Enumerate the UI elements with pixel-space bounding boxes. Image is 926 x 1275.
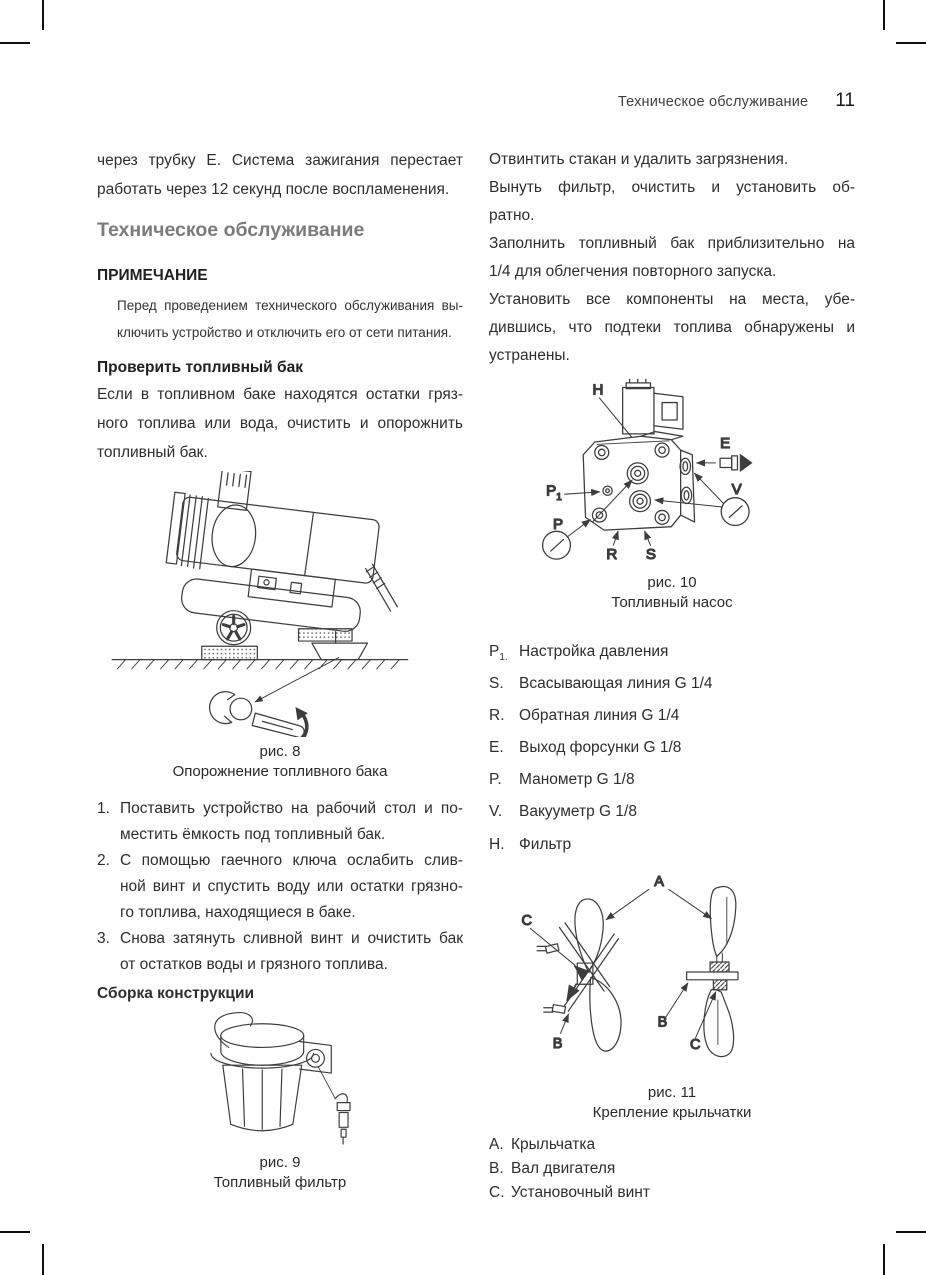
crop-mark <box>883 0 885 30</box>
vent-grille <box>299 629 353 641</box>
legend-label: Установочный винт <box>511 1183 650 1201</box>
text-line: работать через 12 секунд после воспламенения. <box>97 181 450 198</box>
legend-key: A. <box>489 1135 504 1153</box>
crop-mark <box>42 0 44 30</box>
step-number: 1. <box>97 800 110 817</box>
legend-item <box>489 1157 855 1181</box>
impeller-mark-b2: B <box>657 1014 668 1031</box>
figure-9-caption <box>97 1153 463 1193</box>
leader-line <box>255 658 338 702</box>
figure-9 <box>97 1008 463 1193</box>
list-item <box>97 926 463 978</box>
text-line: от остатков воды и грязного топлива. <box>120 956 388 973</box>
text-line: Перед проведением технического обслуживания вы- <box>117 298 463 313</box>
legend-label: Обратная линия G 1/4 <box>519 707 680 725</box>
text-line: Если в топливном баке находятся остатки гряз- <box>97 386 463 403</box>
pump-mark-r: R <box>606 546 618 564</box>
legend-label: Вал двигателя <box>511 1159 616 1177</box>
step-number: 2. <box>97 852 110 869</box>
header-section-title: Техническое обслуживание <box>617 94 809 110</box>
figure-8-heater-illustration <box>105 471 455 737</box>
crop-mark <box>896 1231 926 1233</box>
legend-key: E. <box>489 739 504 757</box>
legend-item <box>489 703 855 735</box>
legend-item <box>489 735 855 767</box>
right-column <box>489 146 855 1205</box>
legend-label: Всасывающая линия G 1/4 <box>519 675 713 693</box>
list-item <box>97 848 463 926</box>
figure-label: рис. 10 <box>647 574 697 591</box>
figure-title: Топливный насос <box>611 594 733 611</box>
fan-side-view <box>687 886 738 1056</box>
running-header <box>489 90 855 112</box>
filter-lid <box>221 1024 304 1048</box>
legend-label: Выход форсунки G 1/8 <box>519 739 682 757</box>
figure-title: Крепление крыльчатки <box>592 1103 752 1121</box>
legend-label: Крыльчатка <box>511 1135 596 1153</box>
text-line: Установить все компоненты на места, убе- <box>489 291 855 308</box>
legend-key: V. <box>489 803 503 821</box>
list-item <box>97 796 463 848</box>
figure-11-impeller-illustration <box>519 866 765 1078</box>
legend-key: $P_{1.}$ <box>489 643 508 664</box>
text-line: Заполнить топливный бак приблизительно на <box>489 235 855 252</box>
text-line: через трубку Е. Система зажигания перестает <box>97 152 463 169</box>
legend-item <box>489 799 855 831</box>
outlet-elbow <box>335 1094 347 1102</box>
legend-item <box>489 639 855 671</box>
pump-mark-p: P <box>553 516 564 533</box>
legend-item <box>489 1133 855 1157</box>
legend-key: C. <box>489 1183 505 1201</box>
check-tank-paragraph <box>97 380 463 467</box>
text-line: ратно. <box>489 207 535 224</box>
text-line: местить ёмкость под топливный бак. <box>120 826 386 843</box>
figure-8-caption <box>97 742 463 782</box>
crop-mark <box>42 1244 44 1275</box>
crop-mark <box>0 1231 30 1233</box>
solenoid-connector <box>654 393 683 429</box>
figure-8 <box>97 471 463 782</box>
text-line: Поставить устройство на рабочий стол и по- <box>120 800 463 817</box>
left-column <box>97 146 463 1193</box>
solenoid <box>623 387 654 433</box>
section-heading: Техническое обслуживание <box>97 219 365 241</box>
impeller-mark-c: C <box>521 912 532 929</box>
note-heading: ПРИМЕЧАНИЕ <box>97 267 208 284</box>
legend-label: Фильтр <box>519 835 572 853</box>
wrench <box>210 692 305 737</box>
text-line: го топлива, находящиеся в баке. <box>120 904 356 921</box>
impeller-legend <box>489 1133 855 1205</box>
figure-title: Опорожнение топливного бака <box>172 763 388 780</box>
body-paragraph <box>489 146 855 174</box>
legend-label: Настройка давления <box>519 643 669 660</box>
check-tank-heading: Проверить топливный бак <box>97 359 303 376</box>
legend-key: P. <box>489 771 502 789</box>
text-line: топливный бак. <box>97 444 208 461</box>
text-line: устранены. <box>489 347 570 364</box>
support-block <box>202 646 258 659</box>
legend-key: R. <box>489 707 505 725</box>
legend-item <box>489 1181 855 1205</box>
legend-label: Вакууметр G 1/8 <box>519 803 637 821</box>
pump-mark-s: S <box>645 546 656 564</box>
figure-9-fuel-filter-illustration <box>161 1008 399 1148</box>
text-line: ной винт и спустить воду или остатки грязно- <box>120 878 463 895</box>
crop-mark <box>883 1244 885 1275</box>
pump-legend <box>489 639 855 864</box>
impeller-mark-a: A <box>654 873 664 890</box>
pump-mark-v: V <box>731 481 742 499</box>
figure-label: рис. 8 <box>259 743 301 760</box>
figure-label: рис. 11 <box>647 1083 697 1101</box>
pump-mark-e: E <box>720 434 731 452</box>
drain-steps-list <box>97 796 463 978</box>
crop-mark <box>896 42 926 44</box>
note-paragraph <box>117 292 463 346</box>
figure-10-fuel-pump-illustration <box>531 378 763 564</box>
legend-label: Манометр G 1/8 <box>519 771 635 789</box>
fan-front-view <box>537 899 621 1051</box>
text-line: Вынуть фильтр, очистить и установить об- <box>489 179 855 196</box>
intro-paragraph <box>97 146 463 204</box>
text-line: 1/4 для облегчения повторного запуска. <box>489 263 777 280</box>
body-paragraph <box>489 286 855 370</box>
step-number: 3. <box>97 930 110 947</box>
pump-mark-p1: $P_1$ <box>546 482 562 503</box>
page-number: 11 <box>835 90 855 111</box>
text-line: дившись, что подтеки топлива обнаружены и <box>489 319 855 336</box>
mounting-bracket <box>300 1042 332 1074</box>
figure-11 <box>489 866 855 1123</box>
legend-key: S. <box>489 675 504 693</box>
figure-10-caption <box>489 573 855 613</box>
drain-pan <box>312 643 368 659</box>
body-paragraph <box>489 174 855 230</box>
text-line: ного топлива или вода, очистить и опорожнить <box>97 415 463 432</box>
text-line: ключить устройство и отключить его от сети питания. <box>117 325 452 340</box>
pump-mark-h: H <box>592 381 604 399</box>
text-line: Отвинтить стакан и удалить загрязнения. <box>489 151 789 168</box>
crop-mark <box>0 42 30 44</box>
figure-11-caption <box>489 1083 855 1123</box>
figure-10 <box>489 378 855 613</box>
impeller-mark-c2: C <box>689 1036 701 1053</box>
legend-item <box>489 767 855 799</box>
legend-key: B. <box>489 1159 504 1177</box>
figure-title: Топливный фильтр <box>213 1174 347 1191</box>
body-paragraph <box>489 230 855 286</box>
text-line: С помощью гаечного ключа ослабить слив- <box>120 852 463 869</box>
legend-key: H. <box>489 835 505 853</box>
legend-item <box>489 671 855 703</box>
figure-label: рис. 9 <box>259 1154 301 1171</box>
impeller-mark-b: B <box>552 1035 563 1052</box>
text-line: Снова затянуть сливной винт и очистить бак <box>120 930 463 947</box>
legend-item <box>489 832 855 864</box>
assembly-heading: Сборка конструкции <box>97 985 255 1002</box>
